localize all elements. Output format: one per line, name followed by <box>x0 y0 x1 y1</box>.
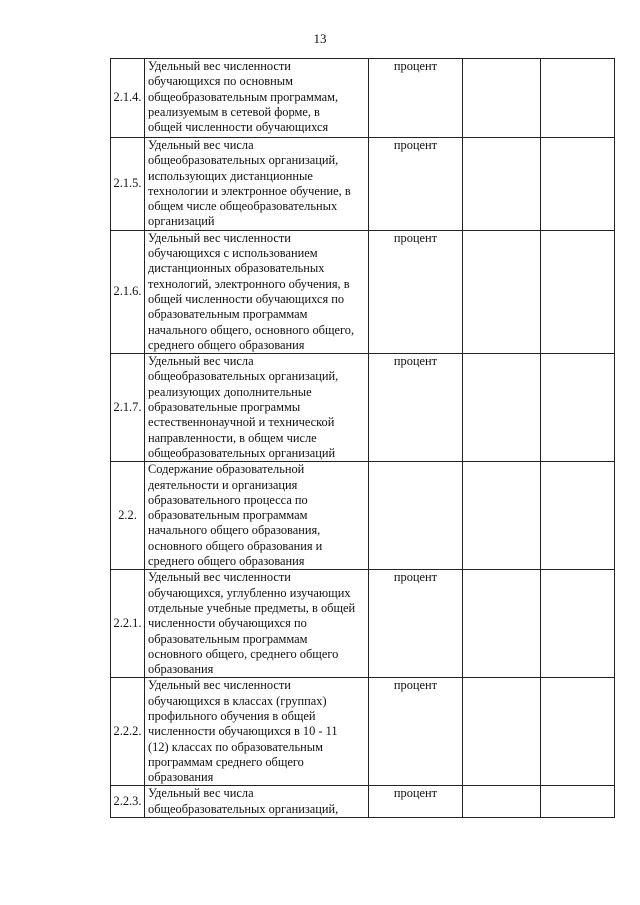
indicator-description <box>145 354 369 462</box>
description-line: общей численности обучающихся по <box>148 291 345 306</box>
description-line: (12) классах по образовательным <box>148 739 323 754</box>
value-cell <box>541 138 615 231</box>
description-line: обучающихся, углубленно изучающих <box>148 585 351 600</box>
description-line: естественнонаучной и технической <box>148 415 335 430</box>
description-line: образовательным программам <box>148 508 308 523</box>
table-row <box>111 59 615 138</box>
unit-of-measure: процент <box>369 786 463 818</box>
description-line: отдельные учебные предметы, в общей <box>148 600 356 615</box>
description-line: обучающихся в классах (группах) <box>148 693 327 708</box>
table-row <box>111 462 615 570</box>
description-line: профильного обучения в общей <box>148 708 316 723</box>
description-line: образования <box>148 770 214 785</box>
description-line: организаций <box>148 214 215 229</box>
description-line: основного общего образования и <box>148 538 323 553</box>
description-line: образовательного процесса по <box>148 492 308 507</box>
value-cell <box>463 59 541 138</box>
description-line: общеобразовательных организаций, <box>148 801 339 816</box>
value-cell <box>541 230 615 353</box>
description-line: общеобразовательных организаций, <box>148 153 339 168</box>
description-line: Удельный вес числа <box>148 138 254 152</box>
row-number: 2.2.2. <box>111 678 145 786</box>
description-line: Удельный вес численности <box>148 678 291 693</box>
indicator-description <box>145 786 369 818</box>
value-cell <box>541 678 615 786</box>
row-number: 2.1.5. <box>111 138 145 231</box>
table-row <box>111 138 615 231</box>
description-line: общей численности обучающихся <box>148 120 329 135</box>
description-line: общем числе общеобразовательных <box>148 199 338 214</box>
row-number: 2.2.1. <box>111 570 145 678</box>
description-line: образовательным программам <box>148 631 308 646</box>
indicator-description <box>145 138 369 231</box>
value-cell <box>541 59 615 138</box>
description-line: использующих дистанционные <box>148 168 313 183</box>
description-line: образовательные программы <box>148 400 301 415</box>
description-line: программам среднего общего <box>148 754 304 769</box>
table-row <box>111 786 615 818</box>
table-row <box>111 570 615 678</box>
unit-of-measure: процент <box>369 354 463 462</box>
description-line: Удельный вес численности <box>148 570 291 585</box>
description-line: образовательным программам <box>148 307 308 322</box>
table-row <box>111 230 615 353</box>
value-cell <box>541 354 615 462</box>
description-line: технологии и электронное обучение, в <box>148 183 351 198</box>
description-line: Содержание образовательной <box>148 462 305 477</box>
unit-of-measure: процент <box>369 230 463 353</box>
table-row <box>111 678 615 786</box>
value-cell <box>463 230 541 353</box>
description-line: Удельный вес числа <box>148 354 254 369</box>
table-row <box>111 354 615 462</box>
description-line: обучающихся с использованием <box>148 246 318 261</box>
description-line: реализуемым в сетевой форме, в <box>148 104 320 119</box>
value-cell <box>463 462 541 570</box>
indicators-table-body <box>111 59 615 818</box>
description-line: основного общего, среднего общего <box>148 646 339 661</box>
unit-of-measure: процент <box>369 59 463 138</box>
description-line: общеобразовательных организаций <box>148 445 336 460</box>
unit-of-measure: процент <box>369 138 463 231</box>
unit-of-measure: процент <box>369 678 463 786</box>
indicators-table <box>110 58 615 818</box>
value-cell <box>463 354 541 462</box>
description-line: обучающихся по основным <box>148 74 293 89</box>
indicator-description <box>145 462 369 570</box>
indicator-description <box>145 570 369 678</box>
unit-of-measure <box>369 462 463 570</box>
description-line: Удельный вес численности <box>148 230 291 245</box>
description-line: общеобразовательных организаций, <box>148 369 339 384</box>
description-line: среднего общего образования <box>148 554 305 569</box>
row-number: 2.2.3. <box>111 786 145 818</box>
row-number: 2.1.6. <box>111 230 145 353</box>
value-cell <box>541 462 615 570</box>
description-line: реализующих дополнительные <box>148 384 312 399</box>
value-cell <box>463 138 541 231</box>
description-line: начального общего, основного общего, <box>148 322 355 337</box>
description-line: Удельный вес численности <box>148 59 291 73</box>
description-line: дистанционных образовательных <box>148 261 325 276</box>
value-cell <box>463 786 541 818</box>
row-number: 2.2. <box>111 462 145 570</box>
row-number: 2.1.7. <box>111 354 145 462</box>
description-line: деятельности и организация <box>148 477 298 492</box>
value-cell <box>541 570 615 678</box>
description-line: общеобразовательным программам, <box>148 89 339 104</box>
description-line: Удельный вес числа <box>148 786 254 801</box>
value-cell <box>463 570 541 678</box>
page-number: 13 <box>313 31 327 46</box>
description-line: образования <box>148 662 214 677</box>
indicator-description <box>145 59 369 138</box>
value-cell <box>541 786 615 818</box>
description-line: численности обучающихся в 10 - 11 <box>148 724 338 739</box>
description-line: начального общего образования, <box>148 523 321 538</box>
indicator-description <box>145 678 369 786</box>
unit-of-measure: процент <box>369 570 463 678</box>
indicator-description <box>145 230 369 353</box>
description-line: направленности, в общем числе <box>148 430 317 445</box>
description-line: численности обучающихся по <box>148 616 307 631</box>
description-line: среднего общего образования <box>148 337 305 352</box>
description-line: технологий, электронного обучения, в <box>148 276 350 291</box>
value-cell <box>463 678 541 786</box>
row-number: 2.1.4. <box>111 59 145 138</box>
